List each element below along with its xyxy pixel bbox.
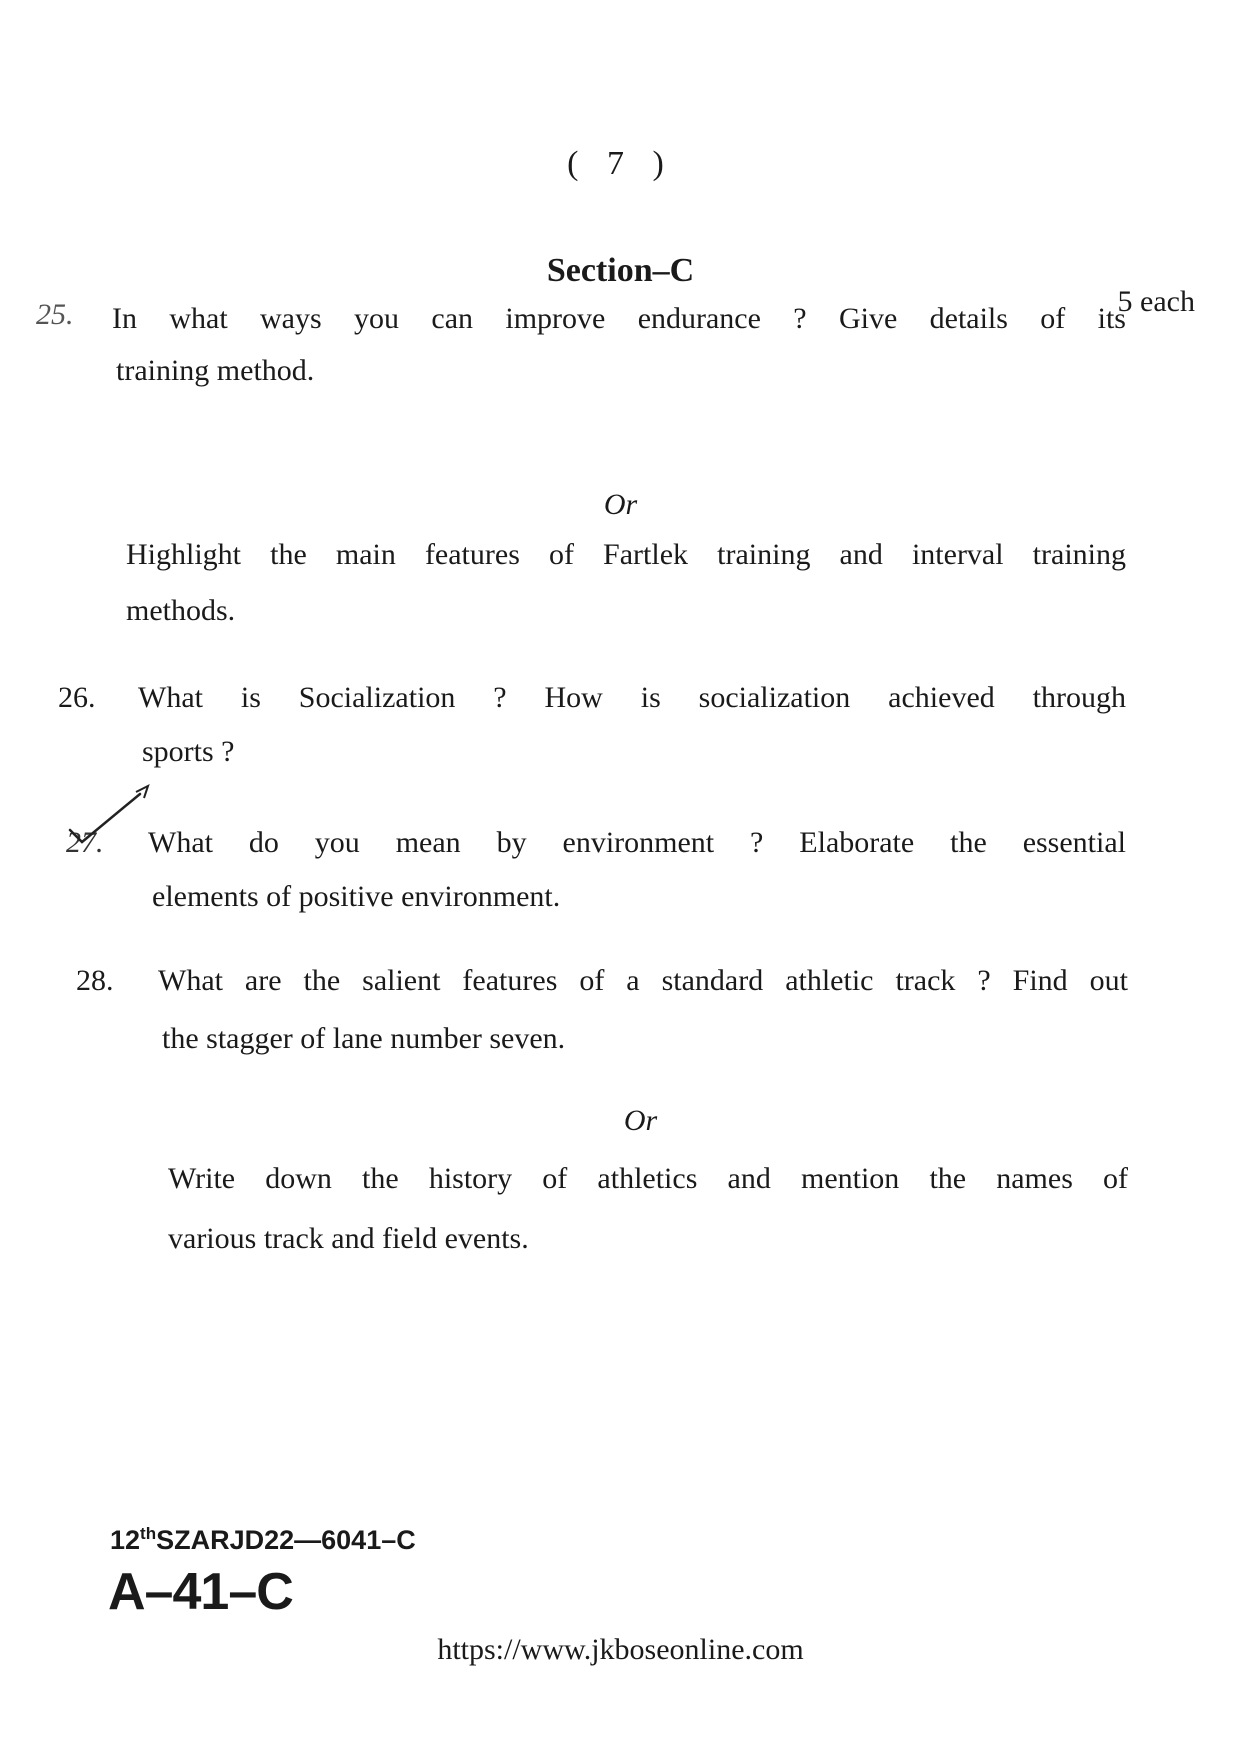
question-line: Write down the history of athletics and mention the names of xyxy=(168,1162,1128,1195)
paper-code-rest: SZARJD22—6041–C xyxy=(156,1525,416,1555)
question-26 xyxy=(58,683,1126,767)
question-number: 26. xyxy=(58,681,96,714)
question-line: What are the salient features of a standard athletic track ? Find out xyxy=(158,964,1128,997)
marks-label: 5 each xyxy=(1117,285,1195,318)
section-title: Section–C xyxy=(546,252,695,289)
or-separator: Or xyxy=(623,1104,658,1137)
paper-code xyxy=(110,1524,416,1556)
question-line: What is Socialization ? How is socialization achieved through xyxy=(138,681,1126,714)
or-separator: Or xyxy=(603,488,638,521)
source-url: https://www.jkboseonline.com xyxy=(437,1633,804,1666)
question-line: Highlight the main features of Fartlek training and interval training xyxy=(126,538,1126,571)
page-number: ( 7 ) xyxy=(567,145,674,182)
question-line: the stagger of lane number seven. xyxy=(162,1022,566,1055)
question-number: 27. xyxy=(66,826,104,859)
question-line: elements of positive environment. xyxy=(152,880,561,913)
question-line: methods. xyxy=(126,594,236,627)
question-27 xyxy=(66,828,1126,912)
paper-code-prefix: 12 xyxy=(110,1525,141,1555)
question-line: sports ? xyxy=(142,735,235,768)
question-line: various track and field events. xyxy=(168,1222,529,1255)
question-28 xyxy=(76,966,1128,1054)
question-line: What do you mean by environment ? Elaborate the essential xyxy=(148,826,1126,859)
question-line: In what ways you can improve endurance ? Give details of its xyxy=(112,302,1126,335)
question-number: 25. xyxy=(36,298,74,331)
paper-code-sup: th xyxy=(140,1524,157,1543)
question-25-alternative xyxy=(126,540,1126,626)
pen-tick-icon xyxy=(60,780,180,860)
question-25 xyxy=(36,300,1126,386)
question-number: 28. xyxy=(76,964,114,997)
question-line: training method. xyxy=(116,354,315,387)
paper-series: A–41–C xyxy=(108,1563,293,1621)
question-28-alternative xyxy=(168,1164,1128,1254)
